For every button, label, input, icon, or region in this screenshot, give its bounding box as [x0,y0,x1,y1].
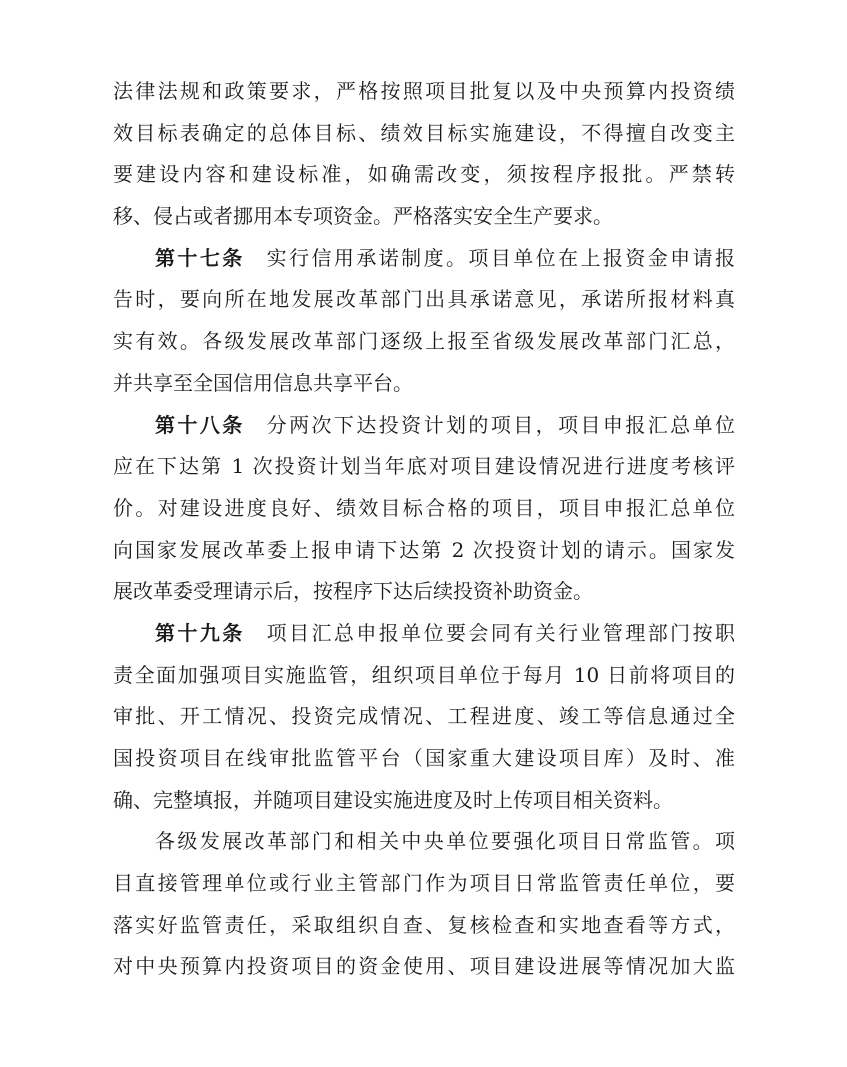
text-line: 国投资项目在线审批监管平台（国家重大建设项目库）及时、准 [113,746,735,770]
text-line: 责全面加强项目实施监管，组织项目单位于每月 10 日前将项目的 [113,662,735,687]
text-line: 各级发展改革部门和相关中央单位要强化项目日常监管。项 [155,829,735,854]
text-line: 移、侵占或者挪用本专项资金。严格落实安全生产要求。 [113,204,613,229]
text-span: 实行信用承诺制度。项目单位在上报资金申请报 [266,245,736,270]
text-line: 确、完整填报，并随项目建设实施进度及时上传项目相关资料。 [113,787,673,812]
text-line: 法律法规和政策要求，严格按照项目批复以及中央预算内投资绩 [113,79,735,103]
text-line: 落实好监管责任，采取组织自查、复核检查和实地查看等方式， [113,912,735,937]
text-line: 目直接管理单位或行业主管部门作为项目日常监管责任单位，要 [113,871,735,896]
text-line: 审批、开工情况、投资完成情况、工程进度、竣工等信息通过全 [113,704,735,729]
text-line: 告时，要向所在地发展改革部门出具承诺意见，承诺所报材料真 [113,287,735,312]
text-line: 效目标表确定的总体目标、绩效目标实施建设，不得擅自改变主 [113,120,735,145]
article-heading: 第十九条 [155,620,245,645]
text-line: 价。对建设进度良好、绩效目标合格的项目，项目申报汇总单位 [113,495,735,520]
text-span: 项目汇总申报单位要会同有关行业管理部门按职 [266,620,736,645]
text-line: 向国家发展改革委上报申请下达第 2 次投资计划的请示。国家发 [113,537,735,562]
article-19-first-line [113,613,735,655]
document-body [113,71,735,988]
text-line: 应在下达第 1 次投资计划当年底对项目建设情况进行进度考核评 [113,454,735,479]
article-18-first-line [113,405,735,447]
article-17-first-line [113,238,735,280]
text-span: 分两次下达投资计划的项目，项目申报汇总单位 [266,412,736,437]
article-heading: 第十七条 [155,245,245,270]
text-line: 要建设内容和建设标准，如确需改变，须按程序报批。严禁转 [113,162,735,187]
text-line: 并共享至全国信用信息共享平台。 [113,370,413,395]
article-heading: 第十八条 [155,412,245,437]
text-line: 对中央预算内投资项目的资金使用、项目建设进展等情况加大监 [113,954,735,979]
text-line: 实有效。各级发展改革部门逐级上报至省级发展改革部门汇总， [113,329,735,354]
text-line: 展改革委受理请示后，按程序下达后续投资补助资金。 [113,579,593,604]
